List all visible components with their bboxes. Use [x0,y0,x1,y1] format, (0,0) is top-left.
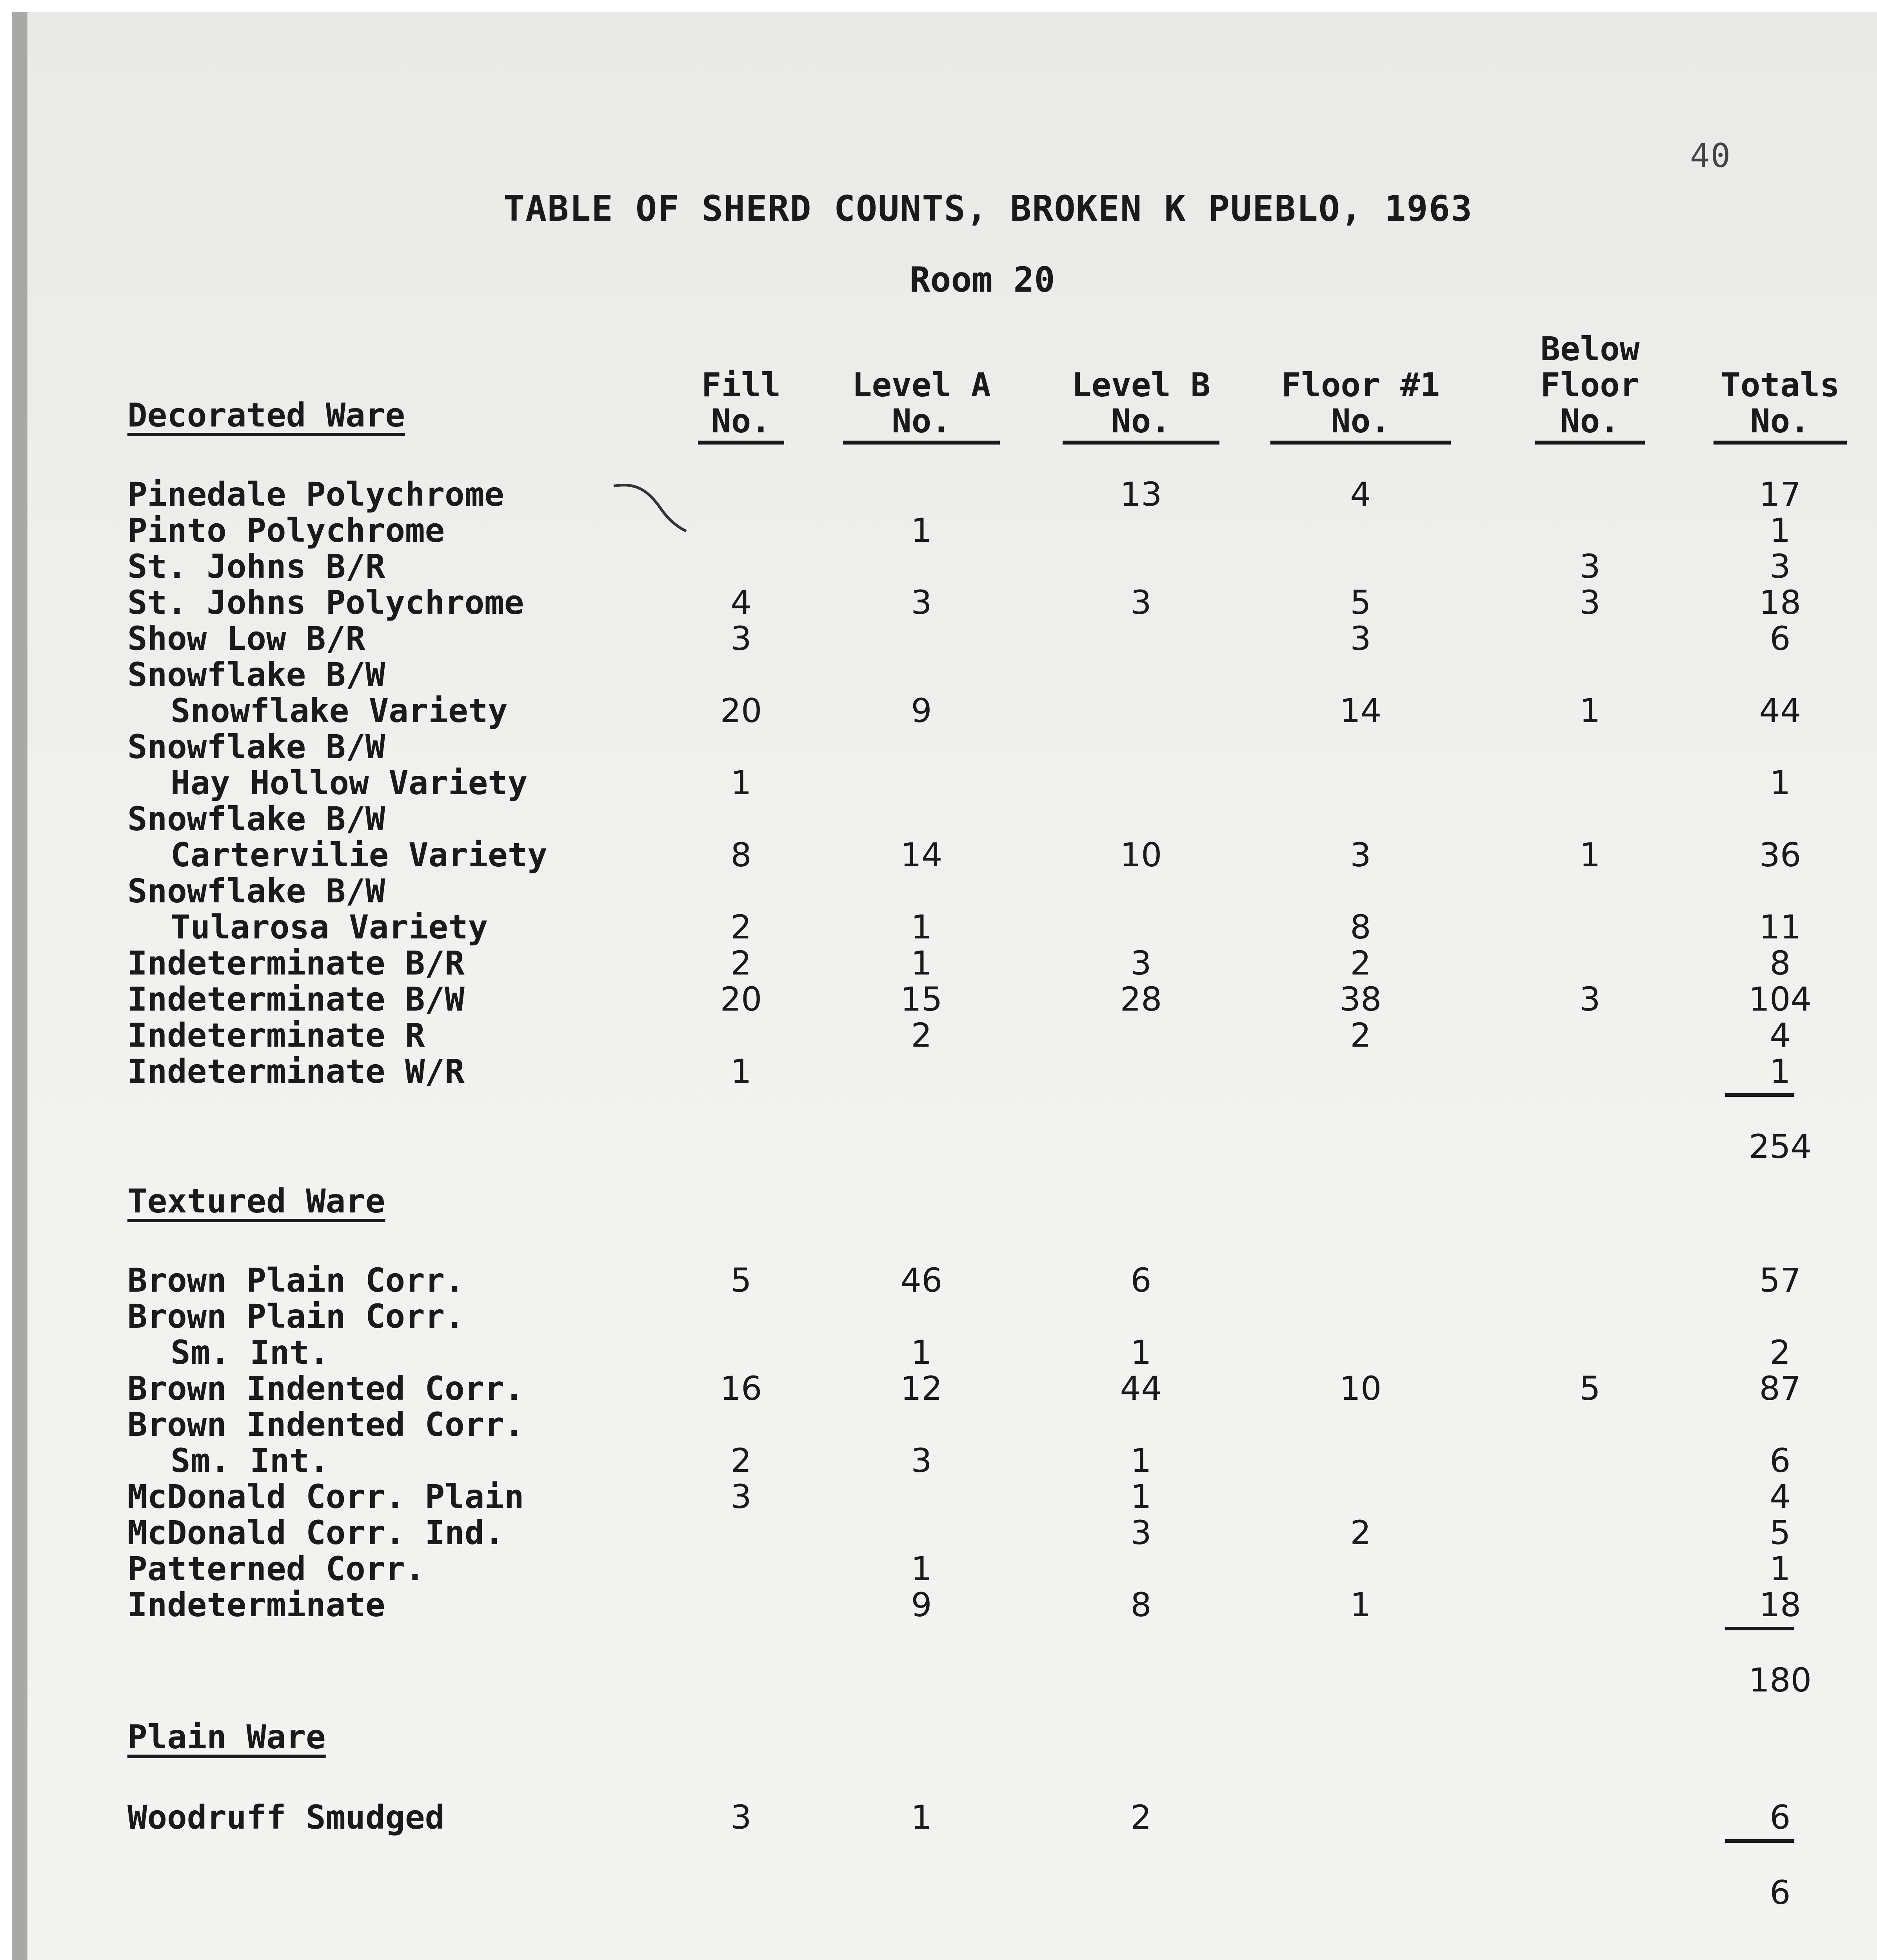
cell-fill: 20 [720,980,762,1018]
cell-fill: 2 [730,908,752,946]
column-header-line: Level B [1071,366,1210,404]
cell-total: 1 [1770,764,1791,802]
cell-total: 1 [1770,1052,1791,1091]
column-header-line: Floor [1540,366,1640,404]
cell-total: 6 [1770,1441,1791,1480]
cell-total: 104 [1748,980,1812,1018]
cell-fill: 4 [730,583,752,622]
column-header-level-a [839,367,1004,445]
row-label: Indeterminate B/R [127,944,465,982]
cell-fill: 3 [730,619,752,658]
cell-floor: 8 [1350,908,1371,946]
cell-floor: 10 [1339,1369,1382,1408]
cell-b: 44 [1120,1369,1162,1408]
column-header-line: Totals [1721,366,1840,404]
row-label: McDonald Corr. Ind. [127,1514,504,1552]
cell-b: 1 [1130,1477,1152,1516]
cell-total: 8 [1770,944,1791,982]
cell-a: 14 [900,836,943,874]
column-header-level-b [1059,367,1223,445]
cell-a: 1 [911,944,932,982]
cell-a: 3 [911,583,932,622]
row-label: Snowflake B/W [127,800,385,838]
cell-b: 6 [1130,1261,1152,1299]
cell-floor: 2 [1350,1514,1371,1552]
cell-floor: 5 [1350,583,1371,622]
cell-fill: 20 [720,691,762,730]
cell-fill: 16 [720,1369,762,1408]
column-header-line: No. [1535,403,1645,445]
total-rule [1725,1093,1794,1097]
row-label: Pinedale Polychrome [127,475,504,514]
cell-total: 18 [1759,583,1801,622]
cell-a: 9 [911,1586,932,1624]
document-page [12,12,1877,1960]
row-label: Brown Plain Corr. [127,1297,465,1336]
cell-fill: 3 [730,1798,752,1837]
row-label: Indeterminate B/W [127,980,465,1018]
cell-total: 6 [1770,619,1791,658]
column-header-line: Level A [852,366,991,404]
section-total-plain: 6 [1770,1873,1791,1912]
cell-fill: 2 [730,1441,752,1480]
cell-fill: 3 [730,1477,752,1516]
cell-a: 2 [911,1016,932,1054]
cell-b: 2 [1130,1798,1152,1837]
row-label: McDonald Corr. Plain [127,1477,524,1516]
cell-total: 5 [1770,1514,1791,1552]
cell-total: 11 [1759,908,1801,946]
cell-b: 28 [1120,980,1162,1018]
row-label: St. Johns Polychrome [127,583,524,622]
cell-a: 15 [900,980,943,1018]
column-header-line: Floor #1 [1281,366,1440,404]
row-label: Brown Indented Corr. [127,1369,524,1408]
section-heading-textured: Textured Ware [127,1182,385,1220]
cell-total: 17 [1759,475,1801,514]
column-header-line: No. [698,403,784,445]
row-label: Indeterminate [127,1586,385,1624]
cell-a: 1 [911,1550,932,1588]
cell-a: 3 [911,1441,932,1480]
row-label: Indeterminate W/R [127,1052,465,1091]
cell-b: 3 [1130,583,1152,622]
row-label: Cartervilie Variety [171,836,547,874]
cell-floor: 2 [1350,944,1371,982]
row-label: Indeterminate R [127,1016,425,1054]
section-total-textured: 180 [1748,1661,1812,1699]
cell-b: 3 [1130,1514,1152,1552]
cell-below: 1 [1579,691,1601,730]
pencil-tick-mark [612,478,690,537]
cell-total: 57 [1759,1261,1801,1299]
cell-fill: 1 [730,764,752,802]
cell-fill: 8 [730,836,752,874]
row-label: St. Johns B/R [127,547,385,586]
row-label: Patterned Corr. [127,1550,425,1588]
row-label: Snowflake Variety [171,691,508,730]
cell-a: 1 [911,908,932,946]
cell-total: 1 [1770,1550,1791,1588]
row-label: Snowflake B/W [127,872,385,910]
cell-floor: 2 [1350,1016,1371,1054]
column-header-fill [694,367,788,445]
cell-floor: 3 [1350,836,1371,874]
row-label: Snowflake B/W [127,728,385,766]
cell-below: 1 [1579,836,1601,874]
total-rule [1725,1627,1794,1630]
column-header-line: Below [1540,330,1640,368]
cell-floor: 4 [1350,475,1371,514]
section-heading-plain: Plain Ware [127,1718,326,1756]
column-header-line: No. [843,403,1000,445]
cell-a: 9 [911,691,932,730]
row-label: Sm. Int. [171,1441,329,1480]
cell-total: 87 [1759,1369,1801,1408]
cell-b: 1 [1130,1441,1152,1480]
cell-a: 1 [911,511,932,550]
row-label: Pinto Polychrome [127,511,445,550]
cell-b: 8 [1130,1586,1152,1624]
cell-floor: 38 [1339,980,1382,1018]
cell-b: 10 [1120,836,1162,874]
row-label: Brown Indented Corr. [127,1405,524,1444]
row-label: Hay Hollow Variety [171,764,528,802]
cell-a: 1 [911,1333,932,1372]
column-header-line: No. [1063,403,1219,445]
cell-total: 36 [1759,836,1801,874]
cell-below: 3 [1579,547,1601,586]
column-header-below [1531,331,1649,445]
cell-total: 6 [1770,1798,1791,1837]
row-label: Tularosa Variety [171,908,488,946]
cell-fill: 5 [730,1261,752,1299]
cell-a: 12 [900,1369,943,1408]
cell-below: 3 [1579,583,1601,622]
row-label: Woodruff Smudged [127,1798,445,1837]
cell-below: 3 [1579,980,1601,1018]
row-label: Sm. Int. [171,1333,329,1372]
cell-fill: 1 [730,1052,752,1091]
cell-floor: 14 [1339,691,1382,730]
cell-b: 1 [1130,1333,1152,1372]
cell-below: 5 [1579,1369,1601,1408]
page-title: TABLE OF SHERD COUNTS, BROKEN K PUEBLO, 1963 [503,188,1473,229]
total-rule [1725,1839,1794,1843]
cell-total: 4 [1770,1016,1791,1054]
row-label: Snowflake B/W [127,655,385,694]
cell-floor: 1 [1350,1586,1371,1624]
section-total-decorated: 254 [1748,1127,1812,1166]
section-heading-decorated: Decorated Ware [127,396,405,434]
cell-floor: 3 [1350,619,1371,658]
cell-fill: 2 [730,944,752,982]
column-header-totals [1710,367,1851,445]
cell-total: 44 [1759,691,1801,730]
cell-total: 18 [1759,1586,1801,1624]
cell-b: 3 [1130,944,1152,982]
cell-total: 1 [1770,511,1791,550]
column-header-floor1 [1266,367,1455,445]
row-label: Show Low B/R [127,619,365,658]
column-header-line: Fill [701,366,781,404]
column-header-line: No. [1713,403,1847,445]
cell-total: 3 [1770,547,1791,586]
row-label: Brown Plain Corr. [127,1261,465,1299]
cell-a: 46 [900,1261,943,1299]
cell-total: 2 [1770,1333,1791,1372]
cell-a: 1 [911,1798,932,1837]
column-header-line: No. [1270,403,1451,445]
page-number: 40 [1690,136,1732,175]
cell-total: 4 [1770,1477,1791,1516]
page-subtitle: Room 20 [909,260,1055,300]
cell-b: 13 [1120,475,1162,514]
